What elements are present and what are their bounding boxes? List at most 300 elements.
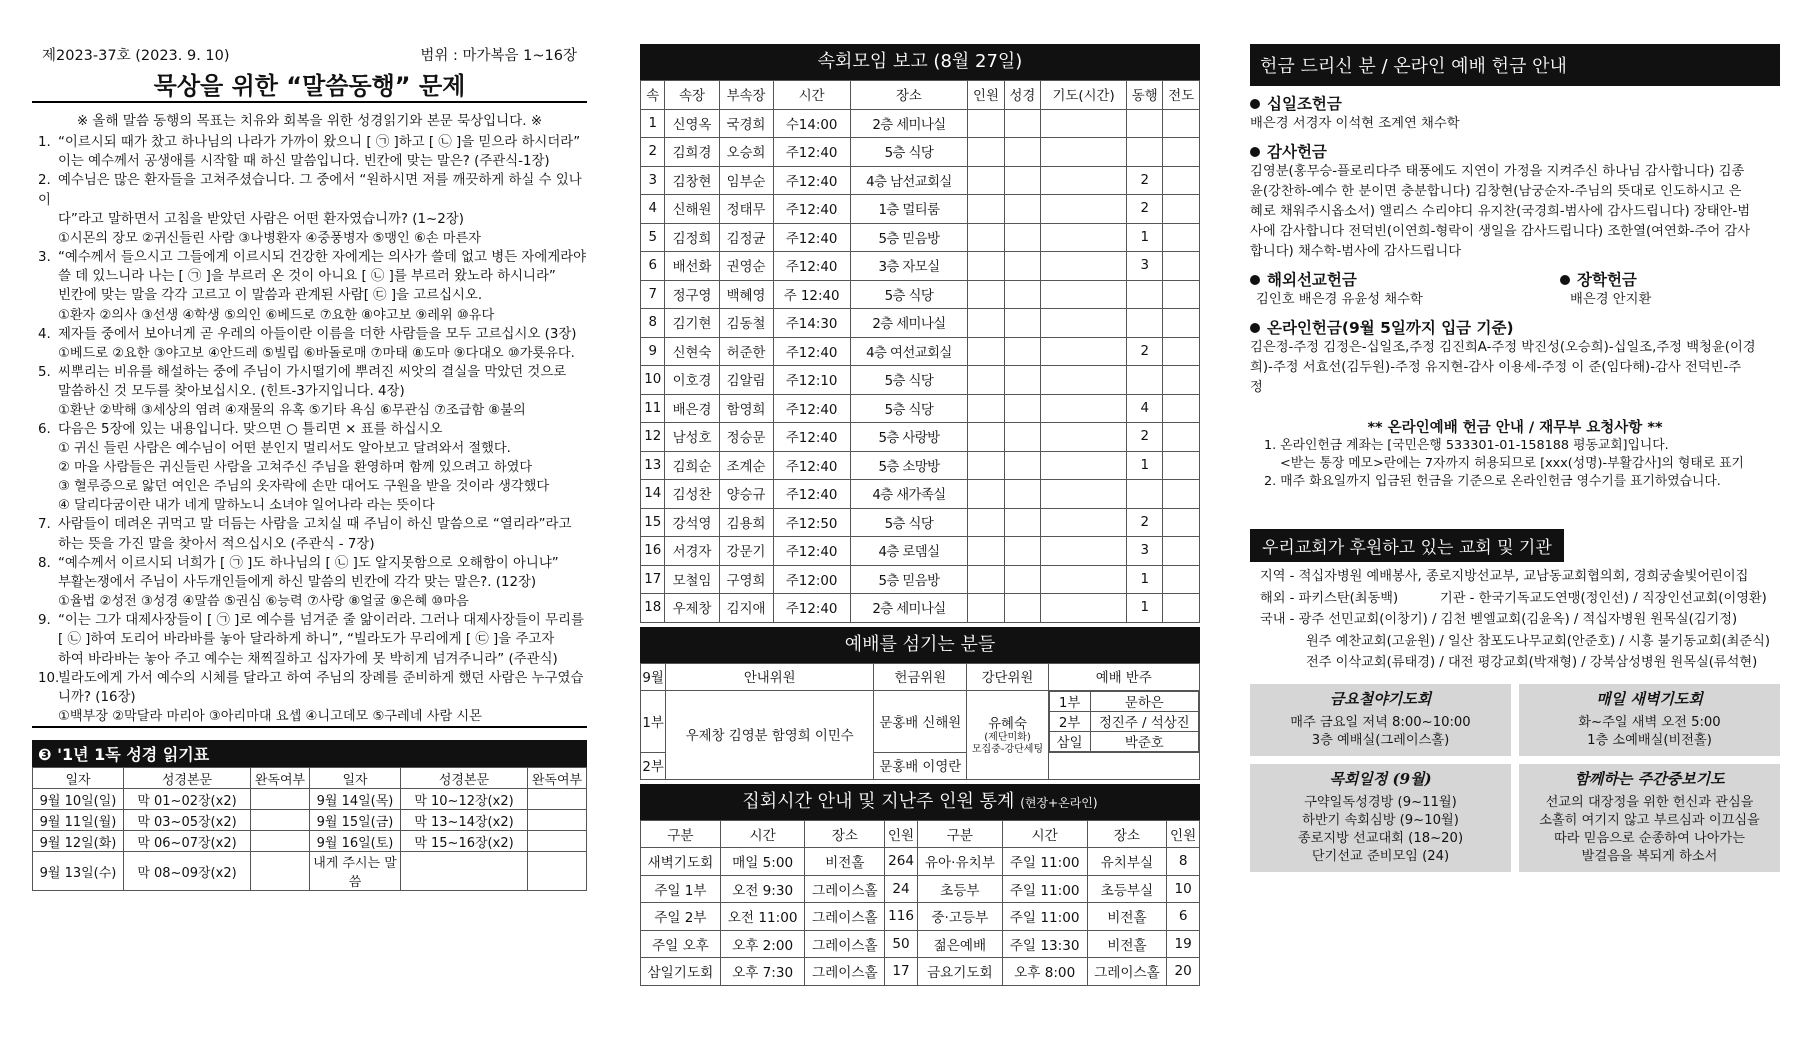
table-row bbox=[33, 789, 587, 810]
cell-value: 신해원 bbox=[665, 195, 719, 224]
cell-value bbox=[1041, 280, 1127, 309]
question-text: 이는 예수께서 공생애를 시작할 때 하신 말씀입니다. 빈칸에 맞는 말은? (주관식-1장) bbox=[58, 154, 550, 170]
cell-value: 3층 자모실 bbox=[850, 252, 968, 281]
thanks-line: 합니다) 채수학-범사에 감사드립니다 bbox=[1250, 244, 1462, 259]
cell-value bbox=[968, 195, 1004, 224]
accompanist-name: 정진주 / 석상진 bbox=[1090, 711, 1198, 731]
cell-value: 1 bbox=[1126, 451, 1162, 480]
cell-value: 10 bbox=[641, 366, 665, 395]
online-note-title: ** 온라인예배 헌금 안내 / 재무부 요청사항 ** bbox=[1367, 420, 1663, 436]
cell-value: 배선화 bbox=[665, 252, 719, 281]
cell-value: 주12:40 bbox=[773, 423, 850, 452]
table-row bbox=[641, 138, 1200, 167]
reading-cell bbox=[528, 789, 587, 810]
note-line: 1. 온라인헌금 계좌는 [국민은행 533301-01-158188 평동교회]입니다. bbox=[1264, 438, 1669, 453]
table-row bbox=[641, 166, 1200, 195]
stat-cell: 264 bbox=[885, 848, 918, 876]
reading-cell bbox=[251, 789, 310, 810]
serve-header: 안내위원 bbox=[666, 663, 874, 690]
cell-value bbox=[968, 565, 1004, 594]
servers-title: 예배를 섬기는 분들 bbox=[640, 627, 1200, 663]
table-row bbox=[33, 831, 587, 852]
cell-header: 장소 bbox=[850, 81, 968, 110]
info-box bbox=[1519, 764, 1780, 872]
question-line bbox=[38, 650, 587, 669]
stat-header: 구분 bbox=[917, 820, 1002, 848]
service-2: 2부 bbox=[641, 752, 666, 779]
cell-value bbox=[1004, 166, 1040, 195]
question bbox=[32, 171, 587, 248]
cell-value bbox=[1041, 337, 1127, 366]
cell-value bbox=[1163, 109, 1200, 138]
serve-header: 예배 반주 bbox=[1048, 663, 1199, 690]
question-line bbox=[38, 688, 587, 707]
guide-members: 우제창 김영분 함영희 이민수 bbox=[666, 690, 874, 779]
accompanist-name: 문하은 bbox=[1090, 691, 1198, 711]
cell-value: 4층 새가족실 bbox=[850, 480, 968, 509]
table-row bbox=[641, 309, 1200, 338]
info-box bbox=[1250, 684, 1511, 756]
cell-value bbox=[968, 423, 1004, 452]
cell-value: 김정희 bbox=[665, 223, 719, 252]
cell-value bbox=[968, 223, 1004, 252]
table-row bbox=[641, 109, 1200, 138]
offering-2: 문홍배 이영란 bbox=[874, 752, 967, 779]
question bbox=[32, 363, 587, 420]
cell-value: 주12:40 bbox=[773, 451, 850, 480]
cell-value: 김알림 bbox=[719, 366, 773, 395]
reading-plan-table bbox=[32, 767, 587, 891]
reading-plan-title: ❸ '1년 1독 성경 읽기표 bbox=[32, 740, 587, 767]
cell-value bbox=[1004, 537, 1040, 566]
cell-value bbox=[1163, 451, 1200, 480]
report-column bbox=[640, 44, 1200, 986]
question-line bbox=[38, 515, 587, 534]
question-number: 5. bbox=[38, 364, 51, 380]
stat-cell: 10 bbox=[1167, 875, 1200, 903]
cell-value bbox=[1041, 594, 1127, 623]
stats-table bbox=[640, 820, 1200, 986]
cell-value bbox=[1004, 508, 1040, 537]
cell-value: 3 bbox=[1126, 252, 1162, 281]
cell-header: 기도(시간) bbox=[1041, 81, 1127, 110]
question-text: 예수님은 많은 환자들을 고쳐주셨습니다. 그 중에서 “원하시면 저를 깨끗하게 하실 수 있나이 bbox=[38, 173, 582, 208]
cell-value: 2층 세미나실 bbox=[850, 109, 968, 138]
question-line bbox=[38, 171, 587, 209]
stat-cell: 6 bbox=[1167, 903, 1200, 931]
cell-header: 성경 bbox=[1004, 81, 1040, 110]
cell-value bbox=[1004, 594, 1040, 623]
cell-value: 2층 세미나실 bbox=[850, 594, 968, 623]
question-text: 씨뿌리는 비유를 해설하는 중에 주님이 가시떨기에 뿌려진 씨앗의 결실을 막았던 것으로 bbox=[58, 364, 567, 380]
cell-value: 정태무 bbox=[719, 195, 773, 224]
table-row bbox=[641, 223, 1200, 252]
cell-value: 배은경 bbox=[665, 394, 719, 423]
cell-value: 4층 남선교회실 bbox=[850, 166, 968, 195]
question-text: 제자들 중에서 보아너게 곧 우레의 아들이란 이름을 더한 사람들을 모두 고르십시오 (3장) bbox=[58, 326, 577, 342]
cell-value: 15 bbox=[641, 508, 665, 537]
altar-name: 유혜숙 bbox=[988, 717, 1027, 732]
stat-cell: 17 bbox=[885, 958, 918, 986]
cell-value bbox=[968, 366, 1004, 395]
cell-value: 5층 소망방 bbox=[850, 451, 968, 480]
question-text: “예수께서 들으시고 그들에게 이르시되 건강한 자에게는 의사가 쓸데 없고 병든 자에게라야 bbox=[58, 250, 587, 266]
support-line: 해외 - 파키스탄(최동백) 기관 - 한국기독교도연맹(정인선) / 직장인선교회(이영환) bbox=[1260, 590, 1767, 606]
cell-value bbox=[1163, 337, 1200, 366]
cell-value: 4 bbox=[1126, 394, 1162, 423]
scripture-range: 범위 : 마가복음 1~16장 bbox=[420, 48, 577, 64]
cell-value: 김희경 bbox=[665, 138, 719, 167]
cell-value: 주12:40 bbox=[773, 138, 850, 167]
accompanist-service: 2부 bbox=[1049, 711, 1090, 731]
question-text: “이르시되 때가 찼고 하나님의 나라가 가까이 왔으니 [ ㉠ ]하고 [ ㉡ ]을 믿으라 하시더라” bbox=[58, 135, 581, 150]
thanks-names bbox=[1250, 162, 1780, 262]
table-row bbox=[641, 337, 1200, 366]
stat-cell: 오후 7:30 bbox=[720, 958, 805, 986]
table-row bbox=[641, 423, 1200, 452]
cell-value bbox=[1041, 366, 1127, 395]
question-line bbox=[38, 554, 587, 573]
stat-cell: 젊은예배 bbox=[917, 930, 1002, 958]
cell-value: 2층 세미나실 bbox=[850, 309, 968, 338]
cell-value: 주12:40 bbox=[773, 166, 850, 195]
cell-value: 2 bbox=[1126, 195, 1162, 224]
cell-value: 5층 사랑방 bbox=[850, 423, 968, 452]
reading-cell: 막 06~07장(x2) bbox=[124, 831, 251, 852]
cell-value bbox=[1041, 423, 1127, 452]
info-box-line: 소홀히 여기지 않고 부르심과 이끄심을 bbox=[1539, 812, 1760, 828]
cell-value: 주12:40 bbox=[773, 252, 850, 281]
cell-value bbox=[968, 280, 1004, 309]
info-box-line: 하반기 속회심방 (9~10월) bbox=[1302, 812, 1459, 828]
cell-value: 5층 식당 bbox=[850, 508, 968, 537]
cell-value: 1 bbox=[1126, 223, 1162, 252]
question-line bbox=[38, 325, 587, 344]
question-line bbox=[38, 420, 587, 439]
cell-value: 13 bbox=[641, 451, 665, 480]
question-text: 말씀하신 것 모두를 찾아보십시오. (힌트-3가지입니다. 4장) bbox=[58, 384, 405, 400]
cell-value: 김정균 bbox=[719, 223, 773, 252]
stats-title bbox=[640, 784, 1200, 820]
table-row bbox=[641, 394, 1200, 423]
reading-header: 완독여부 bbox=[251, 768, 310, 789]
cell-meeting-title: 속회모임 보고 (8월 27일) bbox=[640, 44, 1200, 80]
cell-header: 속 bbox=[641, 81, 665, 110]
info-box-line: 매주 금요일 저녁 8:00~10:00 bbox=[1290, 714, 1471, 730]
question-text: 다음은 5장에 있는 내용입니다. 맞으면 ○ 틀리면 × 표를 하십시오 bbox=[58, 422, 443, 438]
accompanist-empty bbox=[1048, 752, 1199, 779]
issue-number: 제2023-37호 (2023. 9. 10) bbox=[42, 48, 230, 64]
cell-value: 3 bbox=[641, 166, 665, 195]
cell-value bbox=[968, 252, 1004, 281]
cell-value bbox=[1163, 252, 1200, 281]
question-options: ①시몬의 장모 ②귀신들린 사람 ③나병환자 ④중풍병자 ⑤맹인 ⑥손 마른자 bbox=[58, 231, 481, 247]
cell-value bbox=[1163, 280, 1200, 309]
question-statement: ① 귀신 들린 사람은 예수님이 어떤 분인지 멀리서도 알아보고 달려와서 절했다. bbox=[58, 441, 511, 457]
stat-cell: 매일 5:00 bbox=[720, 848, 805, 876]
stat-cell: 유아·유치부 bbox=[917, 848, 1002, 876]
reading-cell: 9월 14일(목) bbox=[310, 789, 401, 810]
cell-value: 주 12:40 bbox=[773, 280, 850, 309]
cell-value: 4 bbox=[641, 195, 665, 224]
cell-value: 1 bbox=[1126, 565, 1162, 594]
bullet-icon bbox=[1250, 323, 1260, 333]
cell-value bbox=[968, 508, 1004, 537]
cell-value: 수14:00 bbox=[773, 109, 850, 138]
reading-cell: 막 08~09장(x2) bbox=[124, 852, 251, 891]
cell-value bbox=[1041, 394, 1127, 423]
cell-value bbox=[1041, 309, 1127, 338]
table-row bbox=[1049, 711, 1198, 731]
reading-cell bbox=[251, 852, 310, 891]
question-line bbox=[38, 382, 587, 401]
reading-cell: 9월 11일(월) bbox=[33, 810, 124, 831]
cell-value: 2 bbox=[1126, 166, 1162, 195]
cell-value: 김성찬 bbox=[665, 480, 719, 509]
stat-cell: 초등부실 bbox=[1087, 875, 1167, 903]
cell-value: 주12:40 bbox=[773, 337, 850, 366]
cell-value: 5층 식당 bbox=[850, 366, 968, 395]
cell-value: 우제창 bbox=[665, 594, 719, 623]
thanks-line: 윤(강찬하-예수 한 분이면 충분합니다) 김창현(남궁순자-주님의 뜻대로 인도하시고 은 bbox=[1250, 184, 1742, 199]
question-number: 2. bbox=[38, 173, 51, 189]
question bbox=[32, 420, 587, 515]
cell-value: 오승희 bbox=[719, 138, 773, 167]
table-row bbox=[641, 594, 1200, 623]
reading-cell: 9월 10일(일) bbox=[33, 789, 124, 810]
reading-cell: 9월 13일(수) bbox=[33, 852, 124, 891]
cell-value bbox=[1041, 166, 1127, 195]
thanks-heading bbox=[1250, 140, 1780, 162]
quiz-title: 묵상을 위한 “말씀동행” 문제 bbox=[153, 72, 466, 100]
question-text: 다”라고 말하면서 고침을 받았던 사람은 어떤 환자였습니까? (1~2장) bbox=[58, 211, 464, 227]
question-options: ①백부장 ②막달라 마리아 ③아리마대 요셉 ④니고데모 ⑤구레네 사람 시몬 bbox=[58, 709, 482, 725]
cell-value: 주12:10 bbox=[773, 366, 850, 395]
cell-value bbox=[1041, 508, 1127, 537]
stat-header: 구분 bbox=[641, 820, 721, 848]
cell-value bbox=[1041, 480, 1127, 509]
stat-cell: 그레이스홀 bbox=[805, 958, 885, 986]
stat-cell: 오후 8:00 bbox=[1002, 958, 1087, 986]
cell-value: 2 bbox=[1126, 423, 1162, 452]
cell-value bbox=[968, 594, 1004, 623]
table-row bbox=[641, 565, 1200, 594]
stat-cell: 116 bbox=[885, 903, 918, 931]
reading-cell: 9월 12일(화) bbox=[33, 831, 124, 852]
cell-value: 6 bbox=[641, 252, 665, 281]
cell-value: 18 bbox=[641, 594, 665, 623]
cell-value: 신영옥 bbox=[665, 109, 719, 138]
cell-value bbox=[1041, 565, 1127, 594]
cell-value: 구영희 bbox=[719, 565, 773, 594]
cell-value: 허준한 bbox=[719, 337, 773, 366]
table-row bbox=[641, 280, 1200, 309]
cell-header: 인원 bbox=[968, 81, 1004, 110]
info-box-line: 3층 예배실(그레이스홀) bbox=[1311, 732, 1450, 748]
cell-value bbox=[1126, 280, 1162, 309]
reading-cell: 막 13~14장(x2) bbox=[401, 810, 528, 831]
info-box-line: 발걸음을 복되게 하소서 bbox=[1581, 848, 1718, 864]
altar-sub1: (제단미화) bbox=[984, 732, 1031, 743]
question-line bbox=[38, 248, 587, 267]
stat-cell: 주일 13:30 bbox=[1002, 930, 1087, 958]
cell-value bbox=[1041, 138, 1127, 167]
stat-cell: 주일 2부 bbox=[641, 903, 721, 931]
offering-1: 문홍배 신해원 bbox=[874, 690, 967, 752]
cell-value: 주14:30 bbox=[773, 309, 850, 338]
question-options: ①환난 ②박해 ③세상의 염려 ④재물의 유혹 ⑤기타 욕심 ⑥무관심 ⑦조급함 ⑧불의 bbox=[58, 403, 526, 419]
online-names bbox=[1250, 338, 1780, 398]
issue-header bbox=[32, 44, 587, 65]
question-text: 하여 바라바는 놓아 주고 예수는 채찍질하고 십자가에 못 박히게 넘겨주니라” (주관식) bbox=[58, 651, 558, 667]
question bbox=[32, 325, 587, 363]
stat-cell: 그레이스홀 bbox=[1087, 958, 1167, 986]
bullet-icon bbox=[1560, 275, 1570, 285]
info-box-line: 단기선교 준비모임 (24) bbox=[1311, 848, 1450, 864]
cell-value bbox=[1163, 195, 1200, 224]
stat-cell: 주일 오후 bbox=[641, 930, 721, 958]
info-box-title: 목회일정 (9월) bbox=[1329, 769, 1432, 788]
cell-value bbox=[968, 337, 1004, 366]
cell-value bbox=[1004, 309, 1040, 338]
reading-header: 성경본문 bbox=[401, 768, 528, 789]
cell-value bbox=[1004, 109, 1040, 138]
serve-header: 9월 bbox=[641, 663, 666, 690]
reading-cell bbox=[528, 810, 587, 831]
table-row bbox=[641, 848, 1200, 876]
cell-value: 김희순 bbox=[665, 451, 719, 480]
stat-cell: 삼일기도회 bbox=[641, 958, 721, 986]
table-row bbox=[33, 810, 587, 831]
question-line bbox=[38, 286, 587, 305]
cell-value: 1 bbox=[641, 109, 665, 138]
scholar-heading bbox=[1560, 268, 1651, 290]
question bbox=[32, 669, 587, 726]
cell-value bbox=[1004, 565, 1040, 594]
question-line bbox=[38, 267, 587, 286]
reading-header: 완독여부 bbox=[528, 768, 587, 789]
question-line bbox=[38, 573, 587, 592]
cell-value: 김기현 bbox=[665, 309, 719, 338]
table-row bbox=[1049, 731, 1198, 751]
cell-value: 서경자 bbox=[665, 537, 719, 566]
question bbox=[32, 133, 587, 171]
question-number: 4. bbox=[38, 326, 51, 342]
cell-value: 함영희 bbox=[719, 394, 773, 423]
question-list bbox=[32, 133, 587, 726]
cell-value bbox=[1163, 537, 1200, 566]
cell-value bbox=[1163, 423, 1200, 452]
table-row bbox=[1049, 691, 1198, 711]
cell-meeting-table bbox=[640, 80, 1200, 623]
mission-heading-text: 해외선교헌금 bbox=[1267, 271, 1357, 289]
cell-value bbox=[1004, 451, 1040, 480]
stat-cell: 19 bbox=[1167, 930, 1200, 958]
table-row bbox=[641, 903, 1200, 931]
cell-value bbox=[1041, 109, 1127, 138]
thanks-line: 혜로 채워주시옵소서) 앨리스 수리야디 유지찬(국경희-범사에 감사드립니다) 장태안-범 bbox=[1250, 204, 1751, 219]
reading-cell bbox=[401, 852, 528, 891]
note-line: <받는 통장 메모>란에는 7자까지 허용되므로 [xxx(성명)-부활감사]의 형태로 표기 bbox=[1280, 456, 1744, 471]
info-box-line: 화~주일 새벽 오전 5:00 bbox=[1578, 714, 1721, 730]
stat-header: 시간 bbox=[1002, 820, 1087, 848]
cell-value bbox=[1004, 138, 1040, 167]
cell-value bbox=[1004, 280, 1040, 309]
info-box-title: 금요철야기도회 bbox=[1329, 689, 1432, 708]
stat-header: 장소 bbox=[805, 820, 885, 848]
cell-value bbox=[1126, 366, 1162, 395]
servers-table bbox=[640, 663, 1200, 780]
thanks-line: 사에 감사합니다 전덕빈(이연희-형락이 생일을 감사드립니다) 조한열(여연화-주어 감사 bbox=[1250, 224, 1751, 239]
question-number: 6. bbox=[38, 422, 51, 438]
cell-value bbox=[968, 451, 1004, 480]
cell-header: 동행 bbox=[1126, 81, 1162, 110]
cell-value bbox=[968, 394, 1004, 423]
question-line bbox=[38, 669, 587, 688]
reading-cell: 막 10~12장(x2) bbox=[401, 789, 528, 810]
stat-cell: 비전홀 bbox=[1087, 903, 1167, 931]
reading-header: 일자 bbox=[33, 768, 124, 789]
info-box bbox=[1250, 764, 1511, 872]
altar-members bbox=[967, 690, 1048, 779]
stat-cell: 초등부 bbox=[917, 875, 1002, 903]
cell-value bbox=[1004, 480, 1040, 509]
table-row bbox=[641, 537, 1200, 566]
support-line: 지역 - 적십자병원 예배봉사, 종로지방선교부, 교남동교회협의회, 경희궁솔빛어린이집 bbox=[1260, 569, 1749, 584]
question-options: ①율법 ②성전 ③성경 ④말씀 ⑤권심 ⑥능력 ⑦사랑 ⑧얼굴 ⑨은혜 ⑩마음 bbox=[58, 594, 469, 610]
cell-value: 김창현 bbox=[665, 166, 719, 195]
reading-cell: 9월 15일(금) bbox=[310, 810, 401, 831]
reading-header: 성경본문 bbox=[124, 768, 251, 789]
service-1: 1부 bbox=[641, 690, 666, 752]
info-box-title: 매일 새벽기도회 bbox=[1596, 689, 1703, 708]
cell-value: 4층 로뎀실 bbox=[850, 537, 968, 566]
question-number: 10. bbox=[38, 670, 60, 686]
cell-value: 11 bbox=[641, 394, 665, 423]
reading-cell bbox=[528, 852, 587, 891]
reading-cell bbox=[251, 810, 310, 831]
accompanist-name: 박준호 bbox=[1090, 731, 1198, 751]
question bbox=[32, 611, 587, 669]
question bbox=[32, 554, 587, 611]
cell-value bbox=[1163, 166, 1200, 195]
stat-cell: 주일 11:00 bbox=[1002, 903, 1087, 931]
table-row bbox=[641, 366, 1200, 395]
online-line: 희)-주정 서효선(김두원)-주정 유지현-감사 이용세-주정 이 준(임다해)-감사 전덕빈-주 bbox=[1250, 360, 1742, 375]
cell-value bbox=[1004, 223, 1040, 252]
support-title: 우리교회가 후원하고 있는 교회 및 기관 bbox=[1250, 529, 1564, 562]
info-boxes bbox=[1250, 684, 1780, 872]
cell-value: 9 bbox=[641, 337, 665, 366]
cell-value bbox=[1163, 309, 1200, 338]
question-line bbox=[38, 363, 587, 382]
cell-value: 남성호 bbox=[665, 423, 719, 452]
question-number: 8. bbox=[38, 555, 51, 571]
info-box bbox=[1519, 684, 1780, 756]
cell-value: 김동철 bbox=[719, 309, 773, 338]
stat-cell: 비전홀 bbox=[805, 848, 885, 876]
info-box-title: 함께하는 주간중보기도 bbox=[1574, 769, 1725, 788]
cell-value: 1 bbox=[1126, 594, 1162, 623]
stat-cell: 오전 11:00 bbox=[720, 903, 805, 931]
support-list bbox=[1250, 566, 1780, 674]
note-line: 2. 매주 화요일까지 입금된 헌금을 기준으로 온라인헌금 영수기를 표기하였습니다. bbox=[1264, 474, 1721, 489]
accompanist-service: 1부 bbox=[1049, 691, 1090, 711]
cell-value: 5 bbox=[641, 223, 665, 252]
question-text: 하는 뜻을 가진 말을 찾아서 적으십시오 (주관식 - 7장) bbox=[58, 536, 375, 552]
question-line bbox=[38, 535, 587, 554]
stat-cell: 주일 1부 bbox=[641, 875, 721, 903]
